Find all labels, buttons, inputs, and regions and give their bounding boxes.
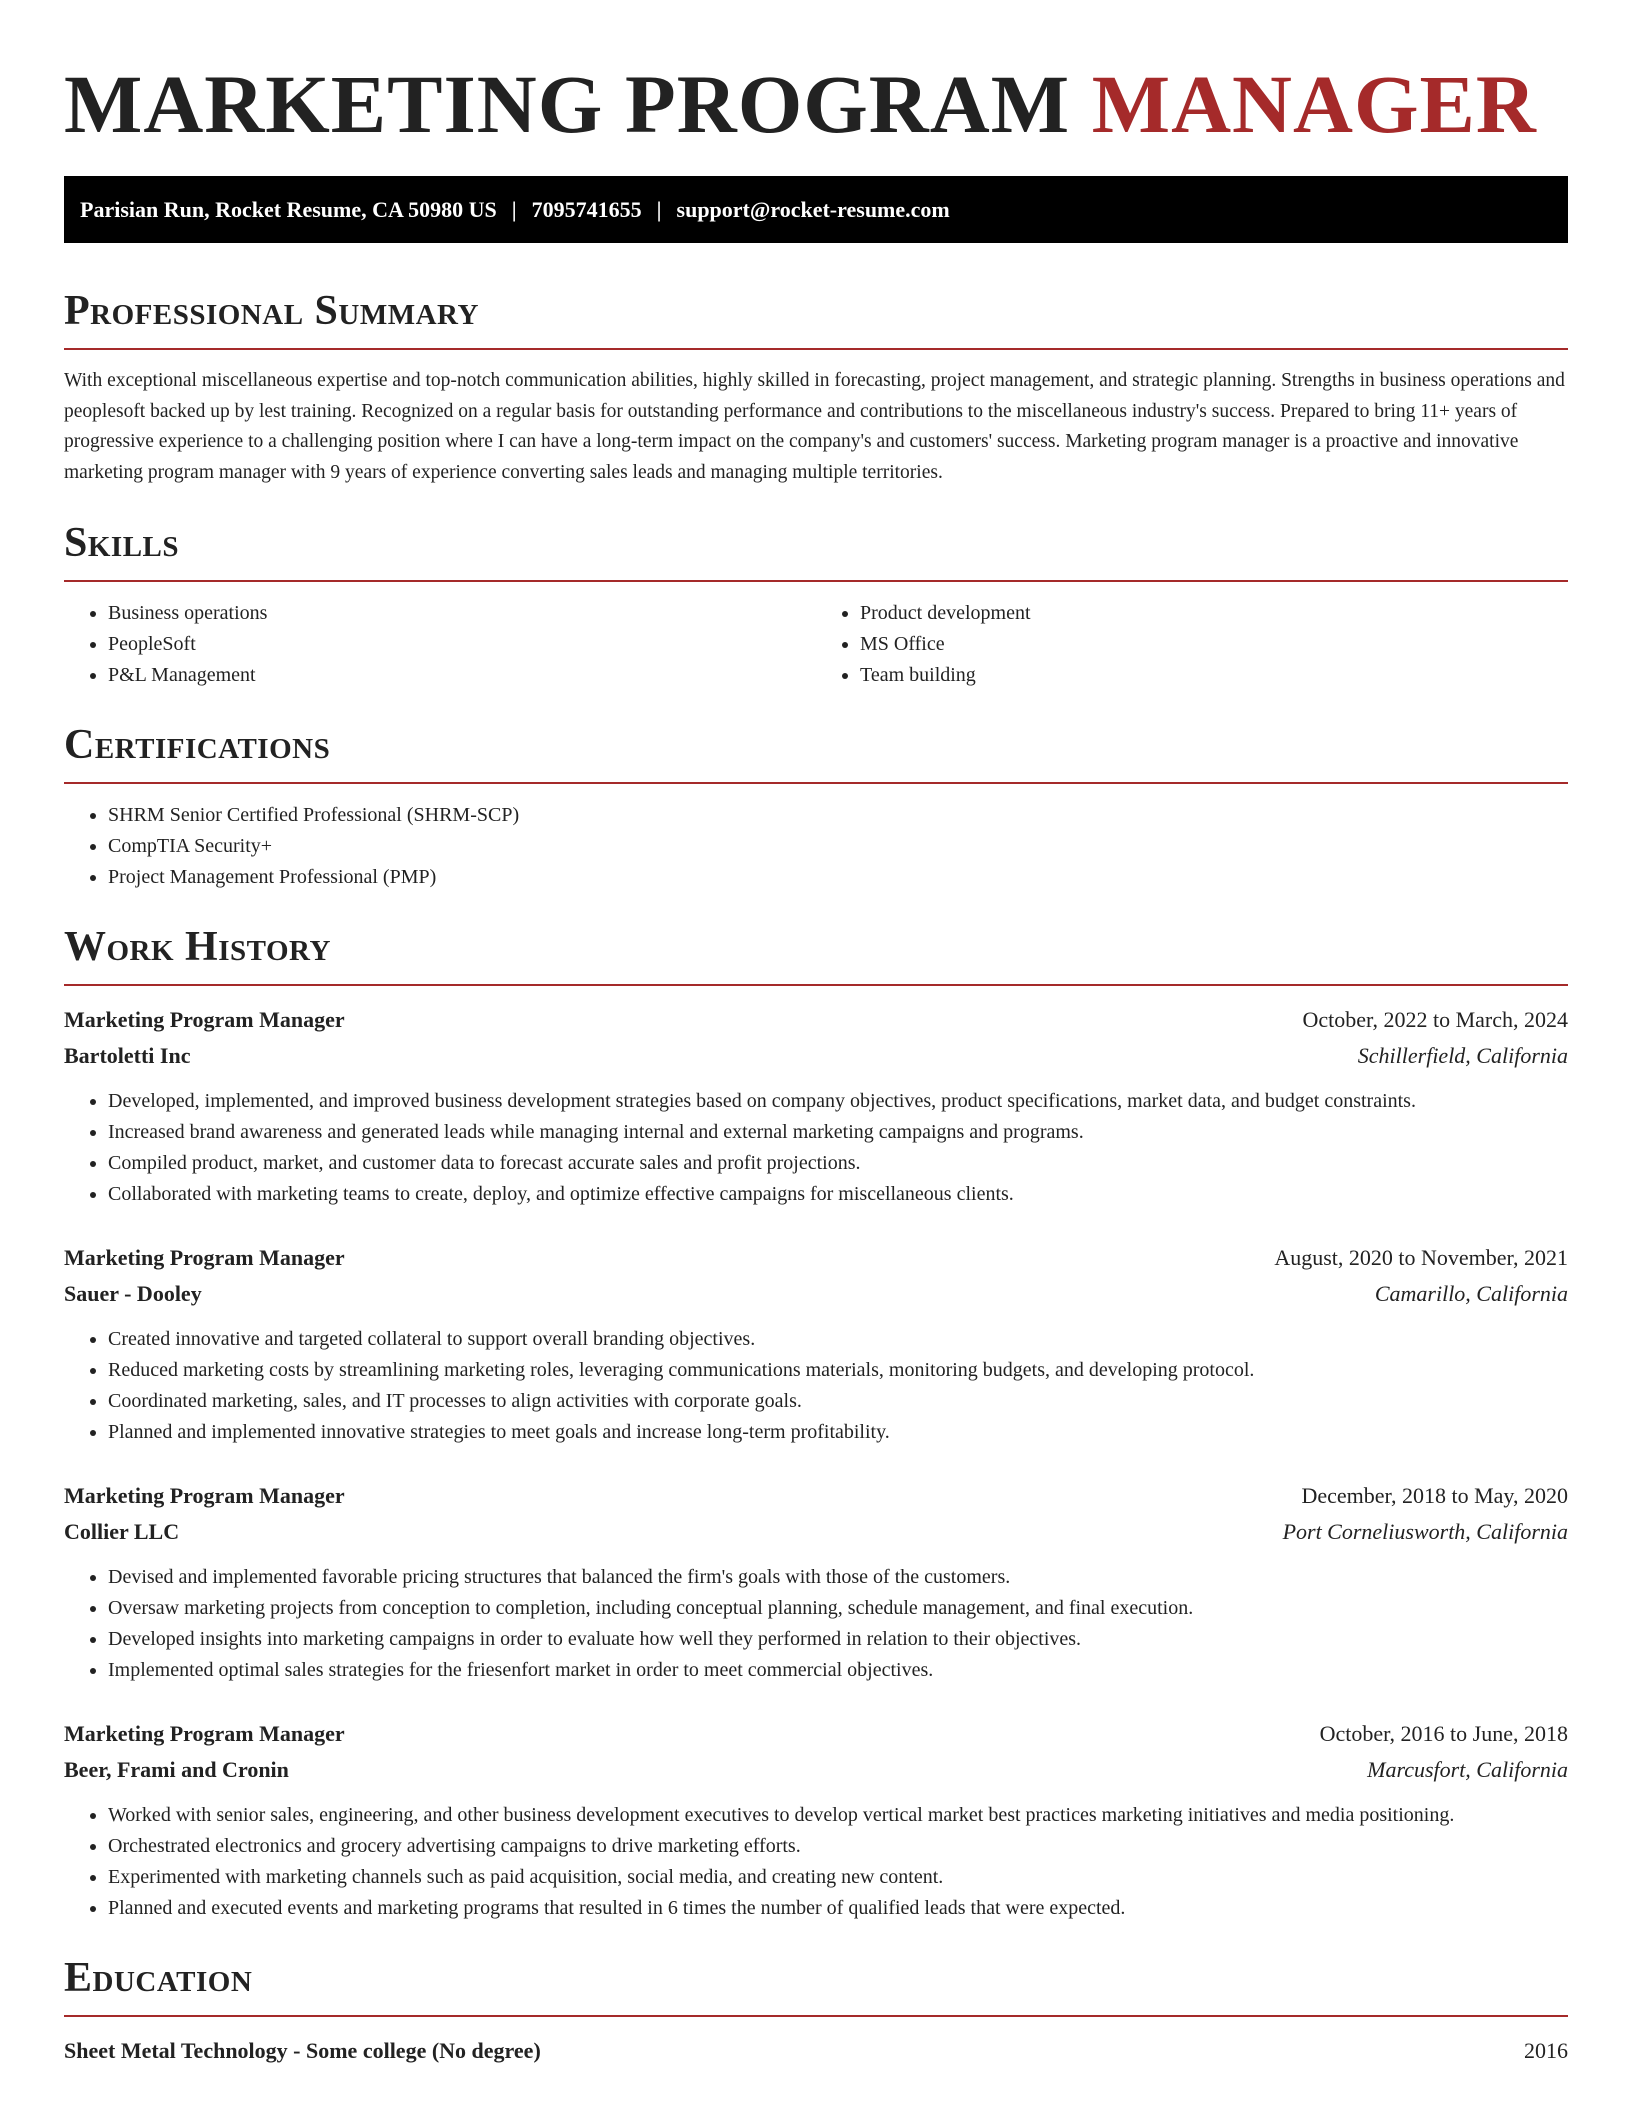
job-title: Marketing Program Manager — [64, 1483, 345, 1508]
education-degree: Sheet Metal Technology - Some college (No degree) — [64, 2038, 541, 2063]
job-dates: October, 2016 to June, 2018 — [1319, 1721, 1568, 1746]
contact-address: Parisian Run, Rocket Resume, CA 50980 US — [80, 196, 497, 222]
job-dates: October, 2022 to March, 2024 — [1302, 1007, 1568, 1032]
job-title: Marketing Program Manager — [64, 1721, 345, 1746]
section-divider — [64, 782, 1568, 784]
certification-item: • CompTIA Security+ — [108, 831, 1568, 862]
certifications-list — [64, 800, 1568, 893]
job-bullet: • Orchestrated electronics and grocery advertising campaigns to drive marketing efforts. — [108, 1831, 1568, 1862]
contact-separator: | — [511, 196, 517, 222]
contact-separator: | — [656, 196, 662, 222]
job-company: Bartoletti Inc — [64, 1043, 191, 1068]
job-bullet: • Increased brand awareness and generated leads while managing internal and external marketing campaigns and programs. — [108, 1117, 1568, 1148]
summary-section — [64, 286, 1568, 488]
job-dates: December, 2018 to May, 2020 — [1301, 1483, 1568, 1508]
job-entry — [64, 1478, 1568, 1686]
skills-list-right — [816, 598, 1568, 691]
skill-item: • Business operations — [108, 598, 816, 629]
job-bullet: • Devised and implemented favorable pricing structures that balanced the firm's goals with those of the customers. — [108, 1562, 1568, 1593]
job-subheader — [64, 1038, 1568, 1074]
job-bullet: • Developed, implemented, and improved business development strategies based on company objectives, product specifications, market data, and budget constraints. — [108, 1086, 1568, 1117]
job-entry — [64, 1716, 1568, 1924]
skills-section — [64, 518, 1568, 691]
job-bullet: • Collaborated with marketing teams to create, deploy, and optimize effective campaigns for miscellaneous clients. — [108, 1179, 1568, 1210]
section-divider — [64, 348, 1568, 350]
job-header — [64, 1478, 1568, 1514]
job-entry — [64, 1240, 1568, 1448]
education-section — [64, 1953, 1568, 2069]
job-dates: August, 2020 to November, 2021 — [1274, 1245, 1568, 1270]
job-subheader — [64, 1514, 1568, 1550]
name-main: MARKETING PROGRAM — [64, 58, 1071, 150]
summary-text: With exceptional miscellaneous expertise and top-notch communication abilities, highly skilled in forecasting, project management, and strategic planning. Strengths in business operations and peoplesoft backed up by lest training. Recognized on a regular basis for outstanding performance and contributions to the miscellaneous industry's success. Prepared to bring 11+ years of progressive experience to a challenging position where I can have a long-term impact on the company's and customers' success. Marketing program manager is a proactive and innovative marketing program manager with 9 years of experience converting sales leads and managing multiple territories. — [64, 370, 1565, 483]
skill-item: • Team building — [860, 660, 1568, 691]
job-bullet: • Reduced marketing costs by streamlining marketing roles, leveraging communications materials, monitoring budgets, and developing protocol. — [108, 1355, 1568, 1386]
job-company: Beer, Frami and Cronin — [64, 1757, 289, 1782]
contact-bar — [64, 176, 1568, 243]
job-bullets — [64, 1562, 1568, 1686]
job-title: Marketing Program Manager — [64, 1245, 345, 1270]
job-bullets — [64, 1800, 1568, 1924]
job-bullet: • Coordinated marketing, sales, and IT processes to align activities with corporate goals. — [108, 1386, 1568, 1417]
job-bullet: • Implemented optimal sales strategies for the friesenfort market in order to meet commercial objectives. — [108, 1655, 1568, 1686]
certification-item: • SHRM Senior Certified Professional (SHRM-SCP) — [108, 800, 1568, 831]
job-subheader — [64, 1276, 1568, 1312]
job-company: Collier LLC — [64, 1519, 180, 1544]
job-bullet: • Compiled product, market, and customer data to forecast accurate sales and profit projections. — [108, 1148, 1568, 1179]
resume-name — [64, 56, 1568, 152]
work-history-section — [64, 922, 1568, 1924]
education-entry — [64, 2033, 1568, 2069]
job-entry — [64, 1002, 1568, 1210]
skill-item: • MS Office — [860, 629, 1568, 660]
job-bullet: • Oversaw marketing projects from conception to completion, including conceptual planning, schedule management, and final execution. — [108, 1593, 1568, 1624]
job-location: Port Corneliusworth, California — [1282, 1519, 1568, 1544]
certification-item: • Project Management Professional (PMP) — [108, 862, 1568, 893]
skill-item: • P&L Management — [108, 660, 816, 691]
section-divider — [64, 2015, 1568, 2017]
section-divider — [64, 984, 1568, 986]
job-title: Marketing Program Manager — [64, 1007, 345, 1032]
skills-list-left — [64, 598, 816, 691]
job-bullets — [64, 1086, 1568, 1210]
section-title-summary: Professional Summary — [64, 288, 479, 334]
job-header — [64, 1716, 1568, 1752]
job-bullet: • Planned and implemented innovative strategies to meet goals and increase long-term profitability. — [108, 1417, 1568, 1448]
job-company: Sauer - Dooley — [64, 1281, 202, 1306]
education-year: 2016 — [1524, 2038, 1568, 2063]
job-bullet: • Created innovative and targeted collateral to support overall branding objectives. — [108, 1324, 1568, 1355]
job-location: Schillerfield, California — [1357, 1043, 1568, 1068]
skill-item: • Product development — [860, 598, 1568, 629]
name-accent: MANAGER — [1091, 58, 1537, 150]
job-bullet: • Planned and executed events and marketing programs that resulted in 6 times the number of qualified leads that were expected. — [108, 1893, 1568, 1924]
skills-grid — [64, 582, 1568, 691]
skill-item: • PeopleSoft — [108, 629, 816, 660]
job-subheader — [64, 1752, 1568, 1788]
contact-email[interactable]: support@rocket-resume.com — [676, 196, 950, 222]
job-header — [64, 1002, 1568, 1038]
section-title-education: Education — [64, 1955, 253, 2001]
job-location: Marcusfort, California — [1367, 1757, 1568, 1782]
section-title-skills: Skills — [64, 520, 180, 566]
job-bullet: • Experimented with marketing channels such as paid acquisition, social media, and creating new content. — [108, 1862, 1568, 1893]
job-bullets — [64, 1324, 1568, 1448]
job-bullet: • Worked with senior sales, engineering, and other business development executives to develop vertical market best practices marketing initiatives and media positioning. — [108, 1800, 1568, 1831]
section-title-work-history: Work History — [64, 924, 331, 970]
job-location: Camarillo, California — [1374, 1281, 1568, 1306]
contact-phone[interactable]: 7095741655 — [531, 196, 642, 222]
job-bullet: • Developed insights into marketing campaigns in order to evaluate how well they performed in relation to their objectives. — [108, 1624, 1568, 1655]
section-title-certifications: Certifications — [64, 722, 331, 768]
certifications-section — [64, 720, 1568, 893]
job-header — [64, 1240, 1568, 1276]
